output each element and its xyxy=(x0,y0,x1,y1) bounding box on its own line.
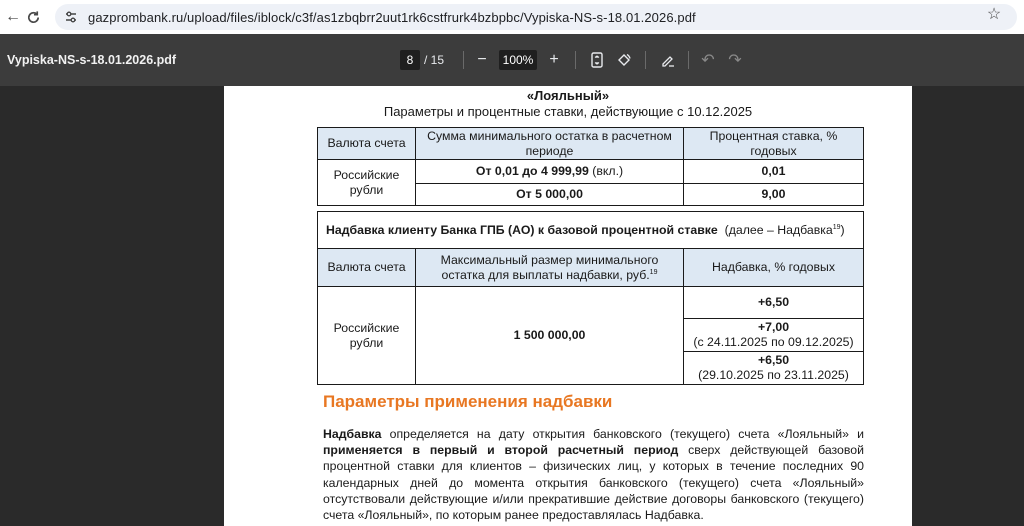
site-info-icon[interactable] xyxy=(63,9,79,25)
toolbar-divider xyxy=(575,51,576,69)
redo-icon: ↷ xyxy=(728,52,742,69)
minus-icon: − xyxy=(477,51,487,68)
pen-icon xyxy=(660,52,676,68)
document-file-name: Vypiska-NS-s-18.01.2026.pdf xyxy=(7,53,177,67)
bonus-rate-2: +7,00 (с 24.11.2025 по 09.12.2025) xyxy=(684,319,864,352)
reload-icon xyxy=(26,10,41,25)
toolbar-divider xyxy=(645,51,646,69)
zoom-in-button[interactable] xyxy=(544,50,564,70)
bonus-currency-cell: Российские рубли xyxy=(318,287,416,385)
toolbar-divider xyxy=(688,51,689,69)
bonus-rules-paragraph: Надбавка определяется на дату открытия банковского (текущего) счета «Лояльный» и применяется в первый и второй расчетный период сверх действующей базовой процентной ставки для клиентов – физических лиц, у которых в течение последних 90 календарных дней до момента открытия банковского (текущего) счета «Лояльный» отсутствовали действующие и/или прекратившие действие договоры банковского (текущего) счета «Лояльный», по которым ранее предоставлялась Надбавка. xyxy=(323,427,864,523)
fit-page-icon xyxy=(590,52,604,68)
plus-icon: + xyxy=(549,51,559,68)
rates-row2-rate: 9,00 xyxy=(684,184,864,206)
section-title: Параметры применения надбавки xyxy=(323,392,613,411)
fit-page-button[interactable] xyxy=(587,50,607,70)
page-total: / 15 xyxy=(424,53,445,67)
reload-button[interactable] xyxy=(22,6,44,28)
rates-row2-range: От 5 000,00 xyxy=(416,184,684,206)
document-subtitle: Параметры и процентные ставки, действующие с 10.12.2025 xyxy=(383,104,753,119)
url-field[interactable] xyxy=(55,4,1017,30)
rates-table xyxy=(317,127,864,206)
rotate-icon xyxy=(616,52,632,68)
zoom-out-button[interactable] xyxy=(472,50,492,70)
url-text: gazprombank.ru/upload/files/iblock/c3f/as1zbqbrr2uut1rk6cstfrurk4bzbpbc/Vypiska-NS-s-18.01.2026.pdf xyxy=(88,10,696,25)
bonus-table-caption: Надбавка клиенту Банка ГПБ (АО) к базовой процентной ставке (далее – Надбавка$^{19}$) xyxy=(318,212,864,249)
zoom-level-input[interactable]: 100% xyxy=(499,50,537,70)
document-title: «Лояльный» xyxy=(526,88,610,103)
rates-col-rate-header: Процентная ставка, % годовых xyxy=(684,128,864,160)
bonus-col-balance-header: Максимальный размер минимального остатка для выплаты надбавки, руб.$^{19}$ xyxy=(416,249,684,287)
bonus-rate-3: +6,50 (29.10.2025 по 23.11.2025) xyxy=(684,352,864,385)
toolbar-divider xyxy=(463,51,464,69)
back-button[interactable] xyxy=(2,6,24,28)
undo-button[interactable] xyxy=(698,50,718,70)
bonus-col-rate-header: Надбавка, % годовых xyxy=(684,249,864,287)
page-number-input[interactable]: 8 xyxy=(400,50,420,70)
rates-col-currency-header: Валюта счета xyxy=(318,128,416,160)
arrow-left-icon: ← xyxy=(5,8,21,25)
pdf-toolbar xyxy=(0,34,1024,86)
pdf-page xyxy=(224,86,912,526)
bonus-max-balance: 1 500 000,00 xyxy=(416,287,684,385)
star-icon: ☆ xyxy=(986,6,1002,23)
rates-row1-rate: 0,01 xyxy=(684,160,864,184)
bonus-col-currency-header: Валюта счета xyxy=(318,249,416,287)
redo-button[interactable] xyxy=(725,50,745,70)
rates-currency-cell: Российские рубли xyxy=(318,160,416,206)
bonus-rate-1: +6,50 xyxy=(684,287,864,319)
bonus-table xyxy=(317,211,864,385)
rates-col-balance-header: Сумма минимального остатка в расчетном периоде xyxy=(416,128,684,160)
rates-row1-range: От 0,01 до 4 999,99 (вкл.) xyxy=(416,160,684,184)
undo-icon: ↶ xyxy=(701,52,715,69)
annotate-button[interactable] xyxy=(658,50,678,70)
rotate-button[interactable] xyxy=(614,50,634,70)
bookmark-button[interactable] xyxy=(984,4,1004,24)
browser-address-bar xyxy=(0,0,1024,34)
